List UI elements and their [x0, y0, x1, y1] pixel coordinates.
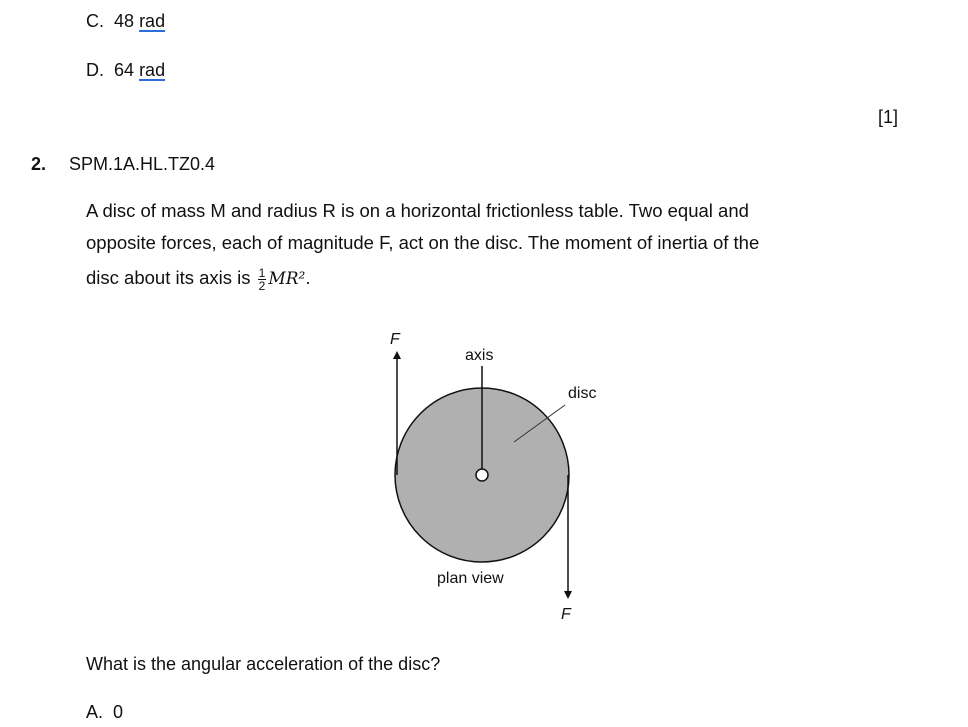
marks: [1] — [878, 107, 899, 127]
plan-view-caption: plan view — [437, 570, 504, 587]
force-label-bottom: F — [561, 606, 571, 623]
axis-label: axis — [465, 347, 494, 364]
option-d: D. 64 rad — [86, 60, 166, 80]
axis-point — [476, 469, 488, 481]
arrowhead-up-icon — [393, 351, 401, 359]
question-line-1: A disc of mass M and radius R is on a horizontal frictionless table. Two equal and — [86, 200, 749, 221]
question-line-3: disc about its axis is $\frac{1}{2}$ MR². — [86, 265, 311, 293]
force-label-top: F — [390, 331, 400, 348]
fraction: $\frac{1}{2}$ — [258, 265, 266, 293]
question-line-2: opposite forces, each of magnitude F, act on the disc. The moment of inertia of the — [86, 232, 760, 253]
disc-label: disc — [568, 385, 597, 402]
question-prompt: What is the angular acceleration of the disc? — [86, 654, 441, 674]
unit-link[interactable]: rad — [139, 11, 166, 31]
question-code: SPM.1A.HL.TZ0.4 — [69, 154, 216, 174]
arrowhead-down-icon — [564, 591, 572, 599]
option-a: A. 0 — [86, 702, 124, 722]
question-number: 2. — [31, 154, 47, 174]
unit-link[interactable]: rad — [139, 60, 166, 80]
option-c: C. 48 rad — [86, 11, 166, 31]
